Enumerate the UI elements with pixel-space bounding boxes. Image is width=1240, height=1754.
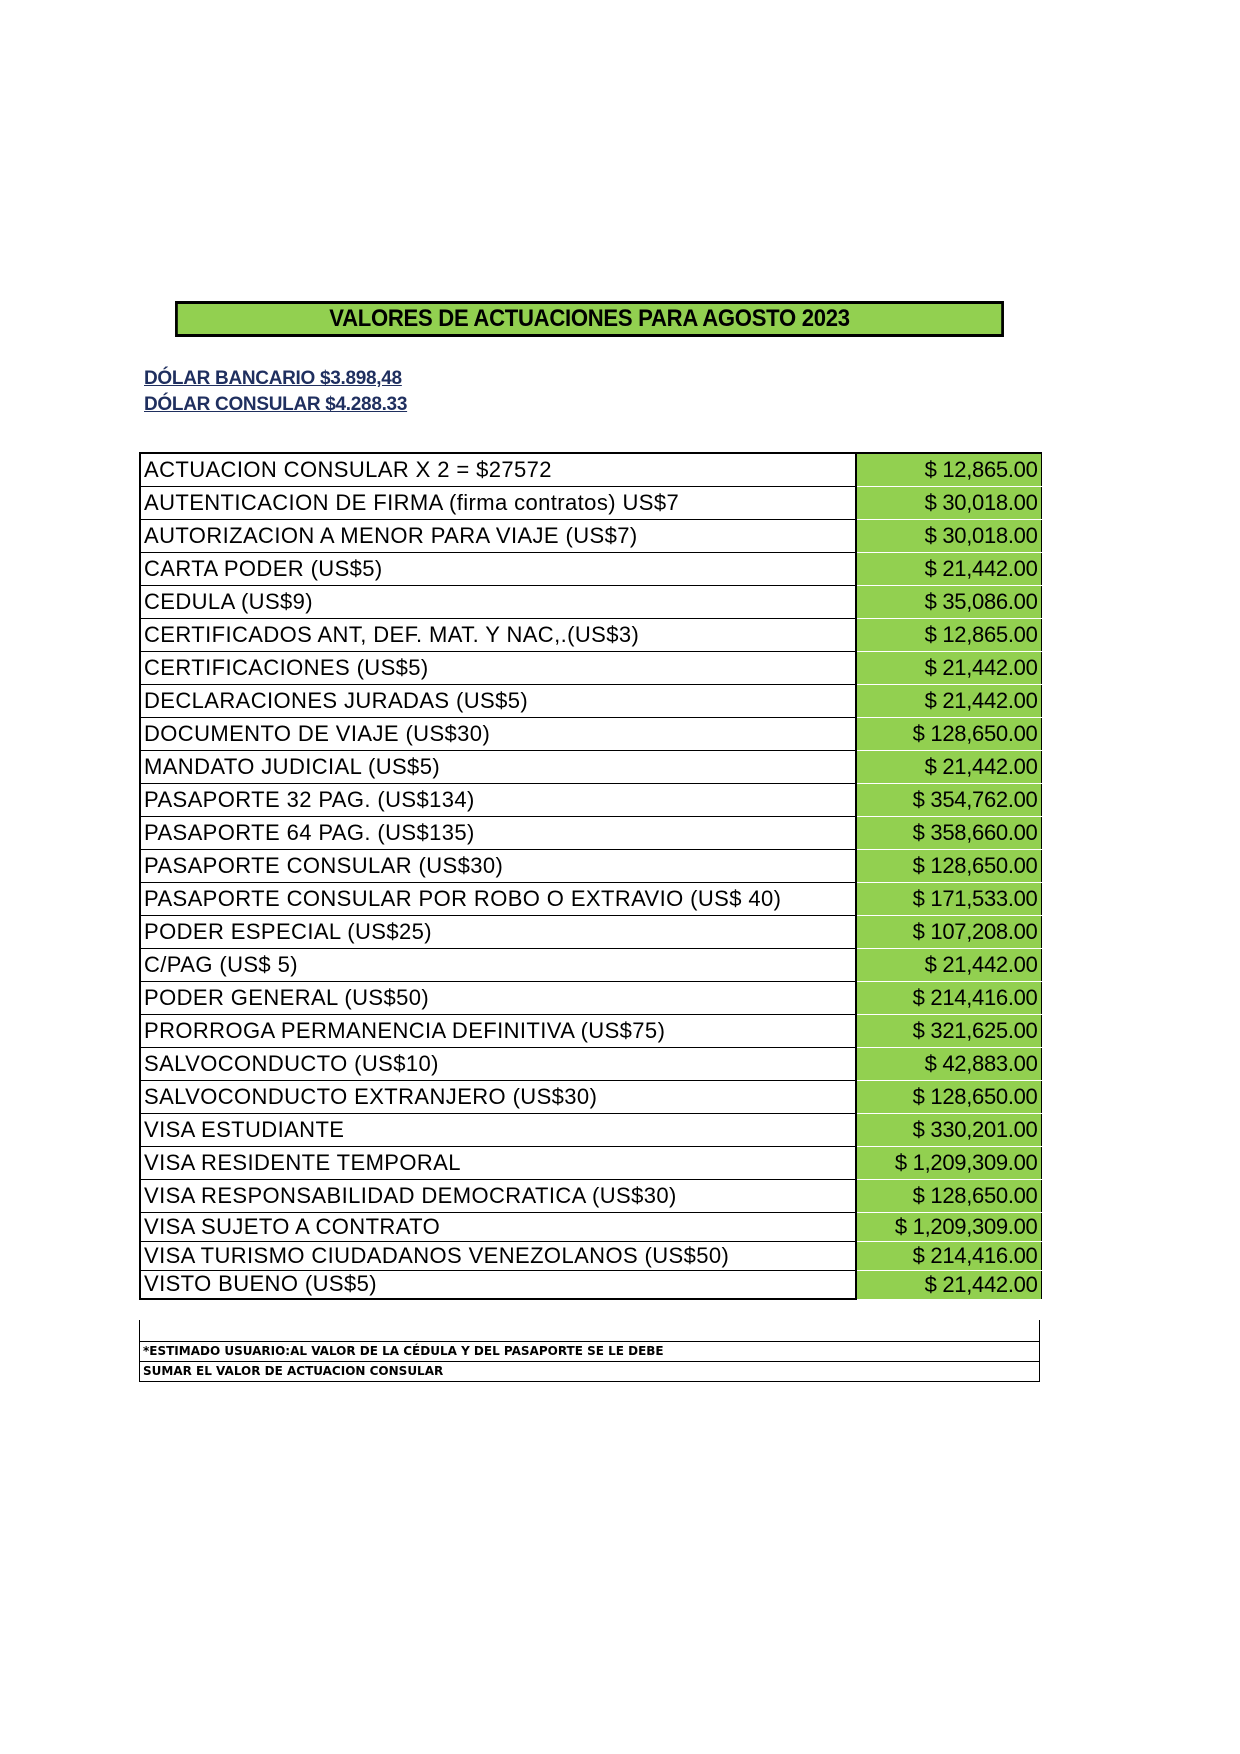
service-name: VISTO BUENO (US$5): [140, 1270, 856, 1299]
table-row: [140, 1014, 1041, 1047]
table-row: [140, 882, 1041, 915]
table-row: [140, 1113, 1041, 1146]
table-row: [140, 1212, 1041, 1241]
service-name: DOCUMENTO DE VIAJE (US$30): [140, 717, 856, 750]
table-row: [140, 552, 1041, 585]
table-row: [140, 585, 1041, 618]
table-row: [140, 519, 1041, 552]
service-name: VISA RESPONSABILIDAD DEMOCRATICA (US$30): [140, 1179, 856, 1212]
service-name: MANDATO JUDICIAL (US$5): [140, 750, 856, 783]
table-row: [140, 783, 1041, 816]
table-row: [140, 717, 1041, 750]
service-name: PRORROGA PERMANENCIA DEFINITIVA (US$75): [140, 1014, 856, 1047]
service-price: $ 21,442.00: [856, 948, 1041, 981]
table-row: [140, 1047, 1041, 1080]
service-name: VISA ESTUDIANTE: [140, 1113, 856, 1146]
service-price: $ 330,201.00: [856, 1113, 1041, 1146]
service-name: CERTIFICACIONES (US$5): [140, 651, 856, 684]
service-price: $ 214,416.00: [856, 1241, 1041, 1270]
service-price: $ 30,018.00: [856, 486, 1041, 519]
table-row: [140, 750, 1041, 783]
table-row: [140, 816, 1041, 849]
service-price: $ 30,018.00: [856, 519, 1041, 552]
service-price: $ 128,650.00: [856, 1080, 1041, 1113]
service-price: $ 21,442.00: [856, 651, 1041, 684]
service-price: $ 358,660.00: [856, 816, 1041, 849]
service-price: $ 1,209,309.00: [856, 1146, 1041, 1179]
service-price: $ 128,650.00: [856, 1179, 1041, 1212]
table-row: [140, 1146, 1041, 1179]
service-price: $ 321,625.00: [856, 1014, 1041, 1047]
service-name: PASAPORTE CONSULAR POR ROBO O EXTRAVIO (US$ 40): [140, 882, 856, 915]
service-price: $ 171,533.00: [856, 882, 1041, 915]
table-row: [140, 486, 1041, 519]
page-title: [175, 301, 1004, 337]
service-price: $ 42,883.00: [856, 1047, 1041, 1080]
service-name: PASAPORTE 32 PAG. (US$134): [140, 783, 856, 816]
service-price: $ 21,442.00: [856, 684, 1041, 717]
service-name: VISA RESIDENTE TEMPORAL: [140, 1146, 856, 1179]
table-row: [140, 453, 1041, 486]
service-price: $ 12,865.00: [856, 618, 1041, 651]
page-title-text: VALORES DE ACTUACIONES PARA AGOSTO 2023: [329, 305, 850, 332]
footnote-line-1: *ESTIMADO USUARIO:AL VALOR DE LA CÉDULA Y DEL PASAPORTE SE LE DEBE: [139, 1341, 1040, 1362]
service-name: CARTA PODER (US$5): [140, 552, 856, 585]
table-row: [140, 618, 1041, 651]
service-price: $ 354,762.00: [856, 783, 1041, 816]
service-name: DECLARACIONES JURADAS (US$5): [140, 684, 856, 717]
table-row: [140, 849, 1041, 882]
service-name: SALVOCONDUCTO (US$10): [140, 1047, 856, 1080]
service-price: $ 214,416.00: [856, 981, 1041, 1014]
table-row: [140, 1241, 1041, 1270]
fee-table: [139, 452, 1042, 1300]
consular-dollar-rate: DÓLAR CONSULAR $4.288.33: [144, 394, 408, 415]
table-row: [140, 684, 1041, 717]
service-name: AUTORIZACION A MENOR PARA VIAJE (US$7): [140, 519, 856, 552]
service-name: ACTUACION CONSULAR X 2 = $27572: [140, 453, 856, 486]
table-row: [140, 651, 1041, 684]
service-price: $ 107,208.00: [856, 915, 1041, 948]
service-price: $ 21,442.00: [856, 750, 1041, 783]
footnote-line-2: SUMAR EL VALOR DE ACTUACION CONSULAR: [139, 1361, 1040, 1382]
service-price: $ 128,650.00: [856, 717, 1041, 750]
table-row: [140, 915, 1041, 948]
bank-dollar-rate: DÓLAR BANCARIO $3.898,48: [144, 368, 402, 389]
service-name: CERTIFICADOS ANT, DEF. MAT. Y NAC,.(US$3): [140, 618, 856, 651]
service-name: PODER GENERAL (US$50): [140, 981, 856, 1014]
table-row: [140, 1080, 1041, 1113]
service-name: PASAPORTE 64 PAG. (US$135): [140, 816, 856, 849]
service-name: CEDULA (US$9): [140, 585, 856, 618]
service-price: $ 35,086.00: [856, 585, 1041, 618]
service-name: VISA TURISMO CIUDADANOS VENEZOLANOS (US$50): [140, 1241, 856, 1270]
service-price: $ 21,442.00: [856, 1270, 1041, 1299]
table-footer-gap: [139, 1320, 1040, 1342]
service-price: $ 21,442.00: [856, 552, 1041, 585]
service-name: SALVOCONDUCTO EXTRANJERO (US$30): [140, 1080, 856, 1113]
table-row: [140, 1270, 1041, 1299]
table-row: [140, 981, 1041, 1014]
service-price: $ 128,650.00: [856, 849, 1041, 882]
service-name: PASAPORTE CONSULAR (US$30): [140, 849, 856, 882]
service-price: $ 12,865.00: [856, 453, 1041, 486]
service-price: $ 1,209,309.00: [856, 1212, 1041, 1241]
service-name: AUTENTICACION DE FIRMA (firma contratos) US$7: [140, 486, 856, 519]
service-name: VISA SUJETO A CONTRATO: [140, 1212, 856, 1241]
service-name: C/PAG (US$ 5): [140, 948, 856, 981]
service-name: PODER ESPECIAL (US$25): [140, 915, 856, 948]
table-row: [140, 1179, 1041, 1212]
table-row: [140, 948, 1041, 981]
